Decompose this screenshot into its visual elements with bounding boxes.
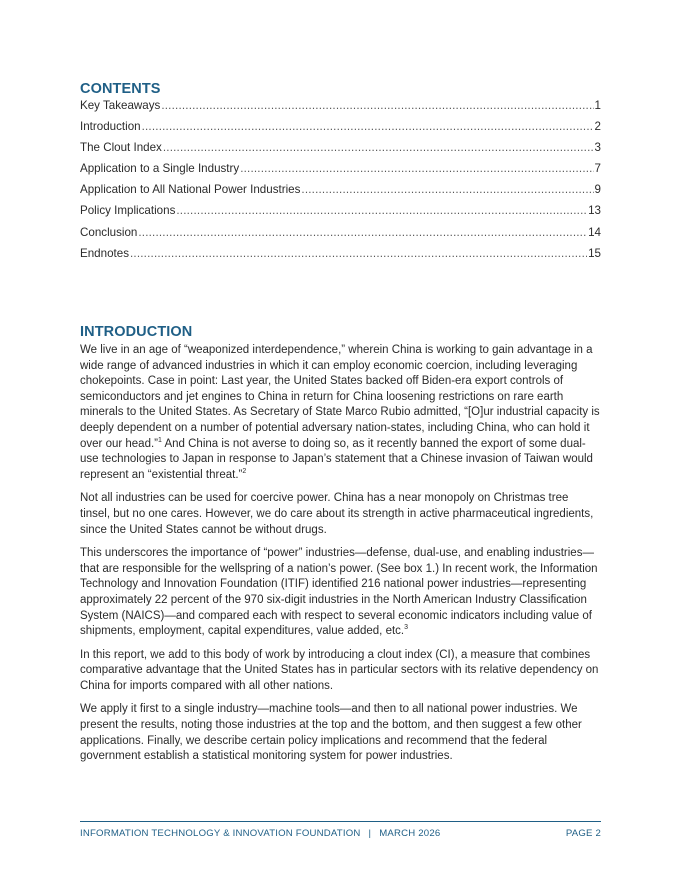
toc-entry-page: 2: [594, 120, 601, 134]
toc-leader-dots: [138, 226, 587, 239]
toc-entry-label: Conclusion: [80, 225, 138, 239]
toc-entry-page: 13: [588, 204, 601, 218]
toc-leader-dots: [301, 183, 593, 196]
toc-entry-key-takeaways[interactable]: [80, 99, 601, 120]
table-of-contents: [80, 99, 601, 268]
paragraph-text: And China is not averse to doing so, as it recently banned the export of some dual-use technologies to Japan in response to Japan’s statement that a Chinese invasion of Taiwan would represent an “existential threat.”: [80, 437, 593, 481]
toc-leader-dots: [142, 120, 594, 133]
introduction-heading: INTRODUCTION: [80, 324, 193, 340]
toc-entry-page: 3: [594, 141, 601, 155]
footer-date: MARCH 2026: [379, 828, 441, 839]
paragraph: [80, 343, 601, 483]
toc-entry-label: The Clout Index: [80, 141, 162, 155]
paragraph: [80, 546, 601, 640]
footer-divider: [80, 821, 601, 822]
toc-entry-all-industries[interactable]: [80, 183, 601, 204]
introduction-body: [80, 343, 601, 773]
toc-entry-page: 9: [594, 183, 601, 197]
footer-page-number: PAGE 2: [565, 828, 601, 839]
toc-entry-label: Policy Implications: [80, 204, 176, 218]
toc-entry-endnotes[interactable]: [80, 247, 601, 268]
footer-left: [80, 828, 440, 839]
paragraph-text: We live in an age of “weaponized interdependence,” wherein China is working to gain advantage in a wide range of advanced industries in which it can employ economic coercion, including leveraging chokepoints. Case in point: Last year, the United States backed off Biden-era export controls of semiconductors and jet engines to China in return for China loosening restrictions on rare earth minerals to the United States. As Secretary of State Marco Rubio admitted, “[O]ur industrial capacity is deeply dependent on a number of potential adversary nation-states, including China, who can hold it over our head.”: [80, 344, 600, 450]
toc-entry-page: 7: [594, 162, 601, 176]
toc-entry-conclusion[interactable]: [80, 226, 601, 247]
endnote-ref-3[interactable]: 3: [404, 624, 409, 632]
toc-entry-policy-implications[interactable]: [80, 204, 601, 225]
paragraph: Not all industries can be used for coercive power. China has a near monopoly on Christmas tree tinsel, but no one cares. However, we do care about its strength in active pharmaceutical ingredients, since the United States cannot be without drugs.: [80, 492, 594, 536]
toc-entry-introduction[interactable]: [80, 120, 601, 141]
toc-entry-page: 14: [588, 225, 601, 239]
toc-leader-dots: [240, 162, 593, 175]
toc-leader-dots: [163, 141, 594, 154]
toc-entry-label: Key Takeaways: [80, 99, 161, 112]
toc-leader-dots: [161, 99, 593, 112]
endnote-ref-1[interactable]: 1: [158, 436, 162, 444]
toc-entry-page: 15: [588, 246, 601, 260]
page-footer: [80, 828, 601, 839]
toc-entry-label: Introduction: [80, 120, 141, 134]
toc-entry-page: 1: [594, 99, 601, 112]
toc-entry-label: Application to All National Power Industries: [80, 183, 301, 197]
paragraph: In this report, we add to this body of work by introducing a clout index (CI), a measure that combines comparative advantage that the United States has in particular sectors with its relative dependency on China for imports compared with all other nations.: [80, 648, 599, 692]
paragraph: We apply it first to a single industry—machine tools—and then to all national power industries. We present the results, noting those industries at the top and the bottom, and then suggest a few other applications. Finally, we describe certain policy implications and recommend that the federal government establish a statistical monitoring system for power industries.: [80, 703, 582, 763]
toc-leader-dots: [176, 204, 587, 217]
toc-leader-dots: [130, 247, 587, 260]
paragraph-text: This underscores the importance of “power” industries—defense, dual-use, and enabling industries—that are responsible for the wellspring of a nation’s power. (See box 1.) In recent work, the Information Technology and Innovation Foundation (ITIF) identified 216 national power industries—representing approximately 22 percent of the 970 six-digit industries in the North American Industry Classification System (NAICS)—and compared each with respect to several economic indicators including value of shipments, employment, capital expenditures, value added, etc.: [80, 547, 598, 638]
footer-org: INFORMATION TECHNOLOGY & INNOVATION FOUNDATION: [80, 828, 361, 839]
toc-entry-label: Endnotes: [80, 246, 129, 260]
footer-separator: |: [368, 828, 372, 839]
toc-entry-label: Application to a Single Industry: [80, 162, 240, 176]
endnote-ref-2[interactable]: 2: [242, 467, 247, 475]
toc-entry-clout-index[interactable]: [80, 141, 601, 162]
contents-heading: CONTENTS: [80, 81, 161, 97]
toc-entry-single-industry[interactable]: [80, 162, 601, 183]
